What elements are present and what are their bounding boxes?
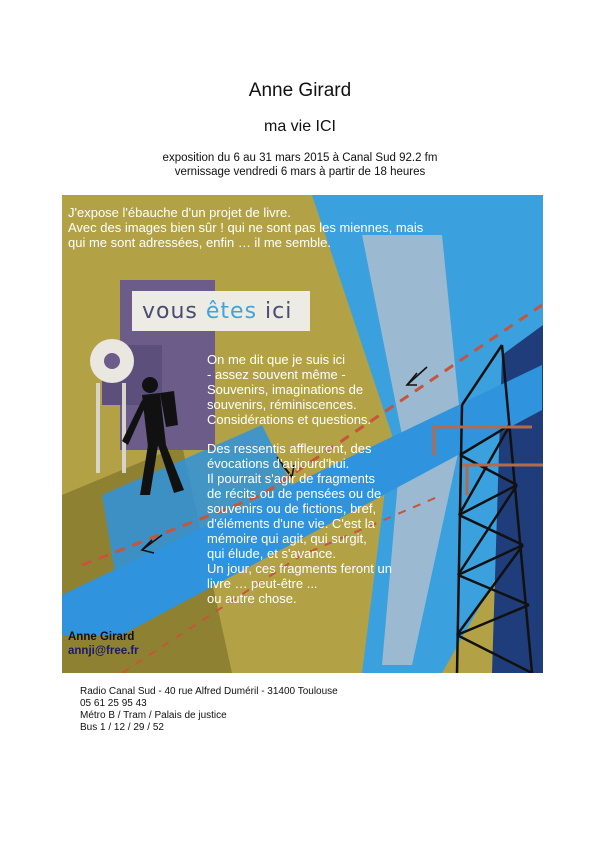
address: Radio Canal Sud - 40 rue Alfred Duméril - 31400 Toulouse: [80, 686, 338, 697]
opening-info: vernissage vendredi 6 mars à partir de 18 heures: [174, 166, 426, 178]
intro-line: qui me sont adressées, enfin … il me semble.: [68, 235, 332, 250]
poster-intro: [68, 205, 538, 250]
exhibition-info: [0, 151, 600, 179]
signature-name: Anne Girard: [68, 631, 135, 643]
intro-line: J'expose l'ébauche d'un projet de livre.: [68, 205, 291, 220]
paragraph-one: On me dit que je suis ici - assez souvent même - Souvenirs, imaginations de souvenirs, réminiscences. Considérations et questions.: [207, 352, 372, 427]
vous-etes-ici-text: vous êtes ici: [142, 299, 293, 324]
page-subtitle: ma vie ICI: [263, 118, 336, 135]
intro-line: Avec des images bien sûr ! qui ne sont pas les miennes, mais: [68, 220, 424, 235]
bus-info: Bus 1 / 12 / 29 / 52: [80, 722, 164, 733]
exhibition-dates: exposition du 6 au 31 mars 2015 à Canal Sud 92.2 fm: [162, 152, 438, 164]
page-title: Anne Girard: [248, 80, 352, 101]
poster-body: [207, 352, 427, 620]
contact-block: [80, 686, 338, 734]
poster-signature: [68, 630, 139, 658]
poster-image: [62, 195, 543, 673]
metro-info: Métro B / Tram / Palais de justice: [80, 710, 227, 721]
phone: 05 61 25 95 43: [80, 698, 147, 709]
signature-email: annji@free.fr: [68, 645, 139, 657]
paragraph-two: Des ressentis affleurent, des évocations d'aujourd'hui. Il pourrait s'agir de fragments de récits ou de pensées ou de souvenirs ou de fictions, bref, d'éléments d'une vie. C'est la mémoire qui agit, qui surgit, qui élude, et s'avance. Un jour, ces fragments feront un livre … peut-être ... ou autre chose.: [207, 441, 392, 606]
